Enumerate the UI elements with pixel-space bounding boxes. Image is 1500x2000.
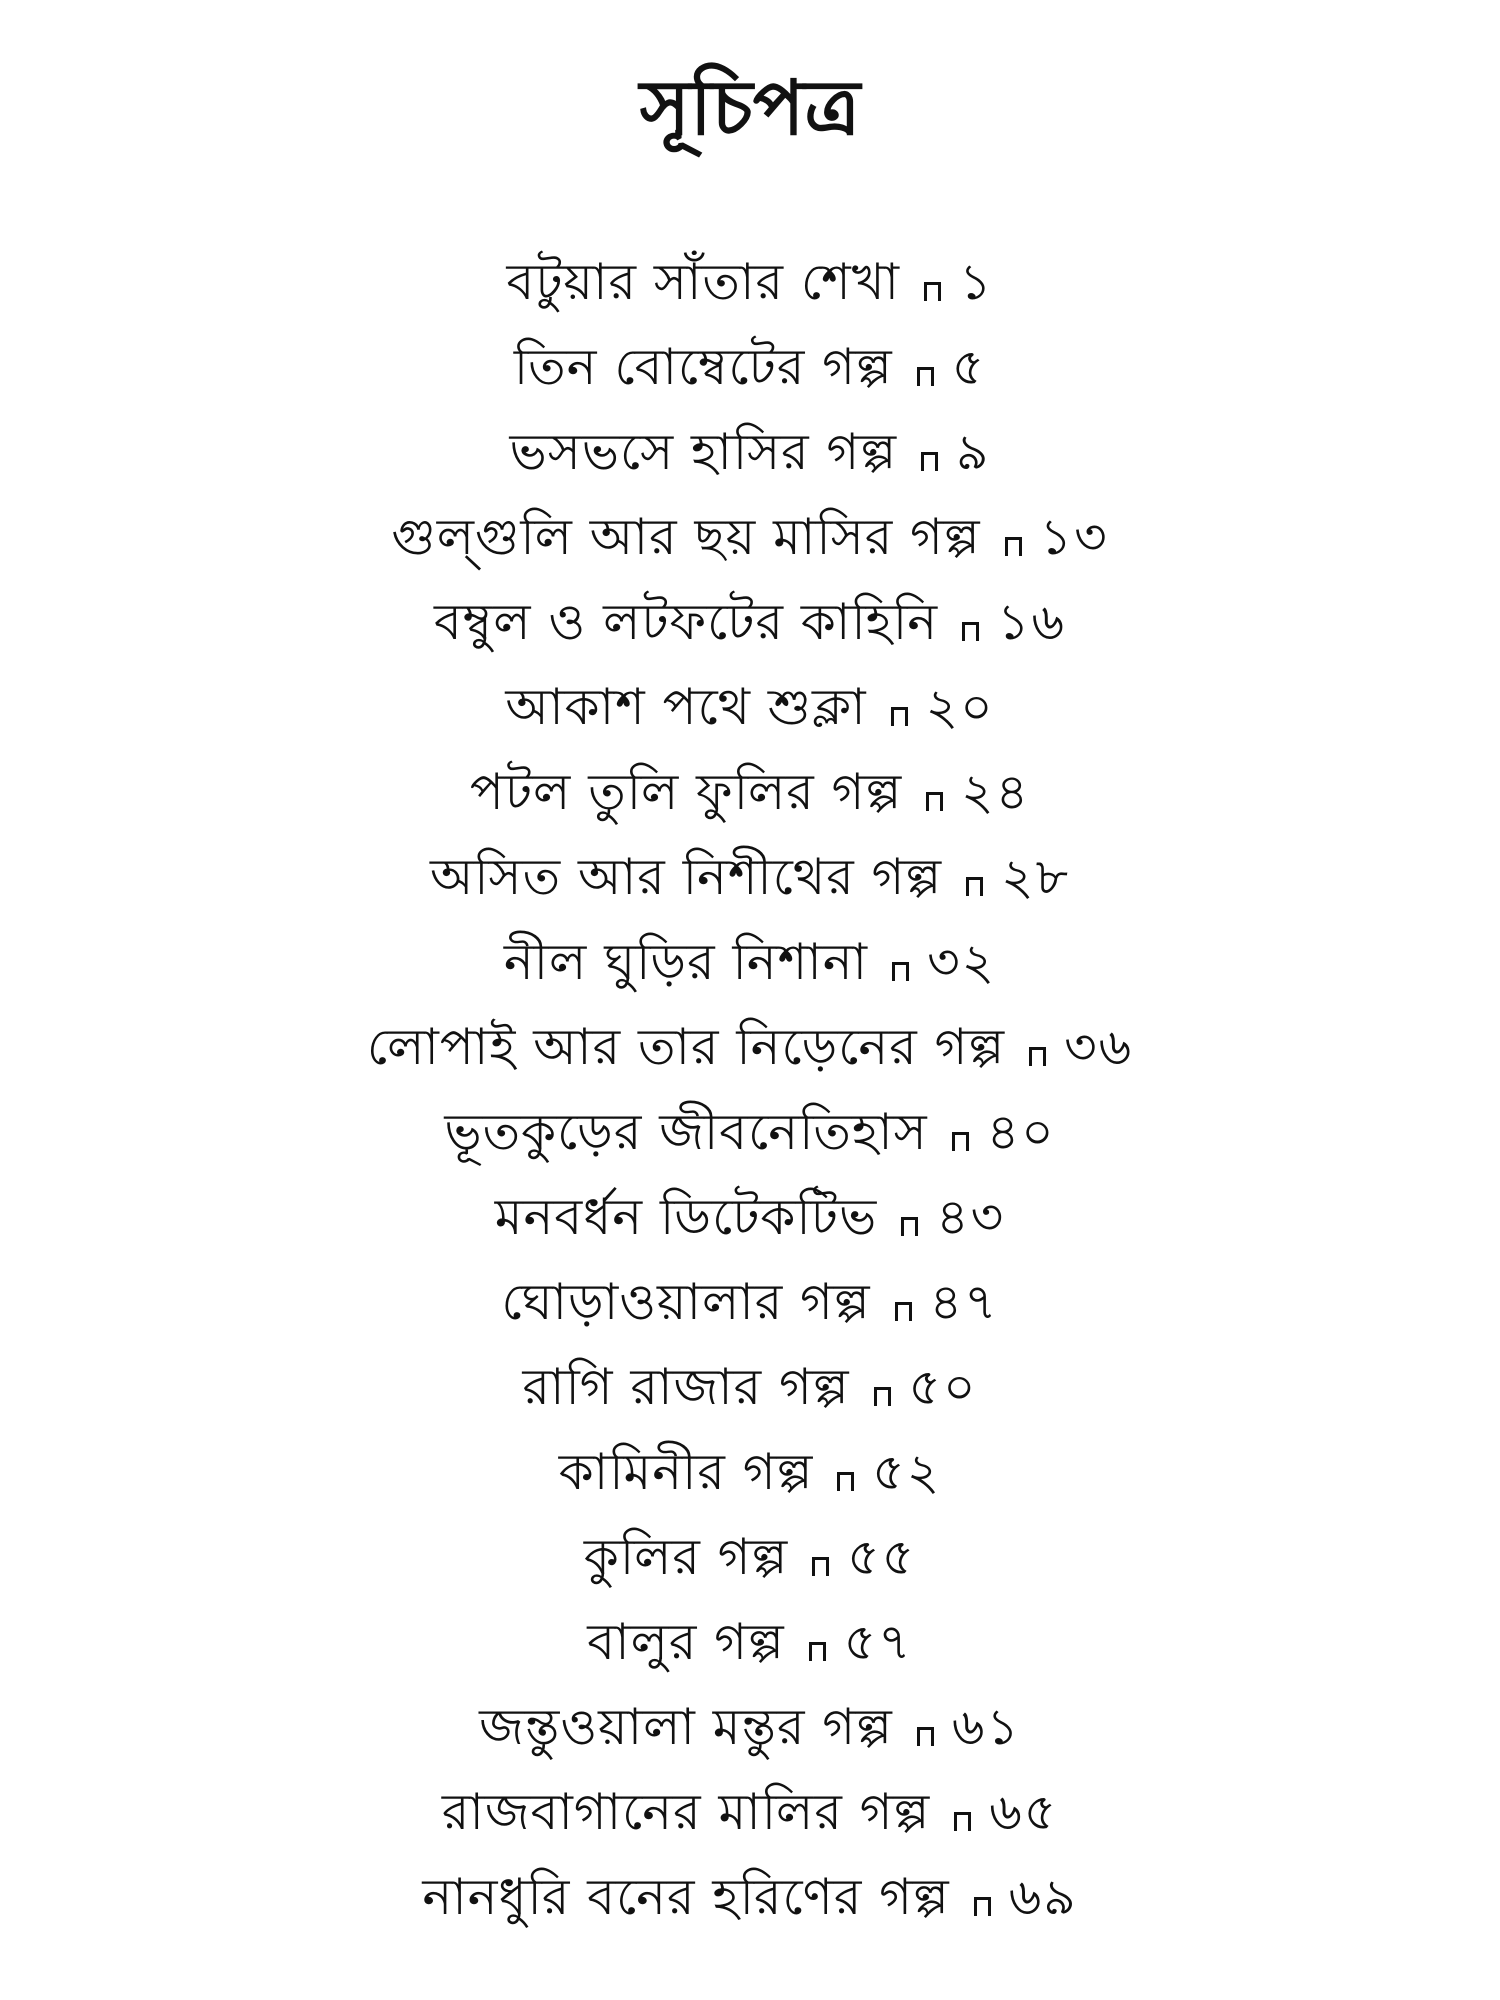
toc-entry	[0, 1090, 1500, 1175]
bullet-mark-icon	[1029, 1047, 1046, 1066]
toc-entry-page-number: ২৮	[1001, 848, 1071, 906]
bullet-mark-icon	[962, 622, 979, 641]
toc-entry	[0, 1515, 1500, 1600]
toc-entry-title: আকাশ পথে শুক্লা	[505, 678, 867, 736]
toc-entry	[0, 750, 1500, 835]
toc-entry-title: অসিত আর নিশীথের গল্প	[429, 848, 943, 906]
toc-entry	[0, 1685, 1500, 1770]
toc-entry-page-number: ৪৩	[936, 1188, 1006, 1246]
toc-entry	[0, 1175, 1500, 1260]
toc-entry	[0, 1345, 1500, 1430]
toc-entry-page-number: ৬৫	[989, 1783, 1059, 1841]
toc-entry-page-number: ৬৯	[1008, 1868, 1078, 1926]
toc-entry	[0, 495, 1500, 580]
toc-entry-title: পটল তুলি ফুলির গল্প	[469, 763, 903, 821]
toc-entry	[0, 325, 1500, 410]
toc-entry-title: মনবর্ধন ডিটেকটিভ	[494, 1188, 878, 1246]
page-title: সূচিপত্র	[639, 63, 861, 152]
toc-entry-page-number: ৬১	[951, 1698, 1021, 1756]
toc-entry-title: কামিনীর গল্প	[558, 1443, 814, 1501]
toc-entry-page-number: ৯	[956, 423, 991, 481]
toc-entry-page-number: ৫৫	[847, 1528, 917, 1586]
toc-entry-title: নীল ঘুড়ির নিশানা	[503, 933, 869, 991]
toc-entry-title: বটুয়ার সাঁতার শেখা	[506, 253, 901, 311]
toc-list	[0, 240, 1500, 1940]
toc-entry	[0, 665, 1500, 750]
toc-entry-title: রাগি রাজার গল্প	[522, 1358, 850, 1416]
toc-entry	[0, 835, 1500, 920]
bullet-mark-icon	[974, 1897, 991, 1916]
bullet-mark-icon	[917, 367, 934, 386]
toc-entry	[0, 1600, 1500, 1685]
bullet-mark-icon	[921, 452, 938, 471]
toc-entry-page-number: ৪৭	[929, 1273, 999, 1331]
bullet-mark-icon	[926, 792, 943, 811]
toc-entry-page-number: ২০	[925, 678, 995, 736]
toc-entry-page-number: ৪০	[986, 1103, 1056, 1161]
toc-entry-title: রাজবাগানের মালির গল্প	[441, 1783, 931, 1841]
bullet-mark-icon	[952, 1132, 969, 1151]
bullet-mark-icon	[837, 1472, 854, 1491]
toc-entry-title: লোপাই আর তার নিড়েনের গল্প	[366, 1018, 1006, 1076]
bullet-mark-icon	[812, 1557, 829, 1576]
bullet-mark-icon	[954, 1812, 971, 1831]
bullet-mark-icon	[892, 962, 909, 981]
toc-entry-title: বম্বুল ও লটফটের কাহিনি	[433, 593, 939, 651]
bullet-mark-icon	[924, 282, 941, 301]
toc-entry-page-number: ৫০	[908, 1358, 978, 1416]
toc-entry-title: কুলির গল্প	[583, 1528, 789, 1586]
bullet-mark-icon	[895, 1302, 912, 1321]
bullet-mark-icon	[874, 1387, 891, 1406]
toc-entry	[0, 1005, 1500, 1090]
toc-entry-page-number: ৩২	[927, 933, 997, 991]
bullet-mark-icon	[1005, 537, 1022, 556]
toc-entry-page-number: ১৬	[997, 593, 1067, 651]
toc-entry-title: ভূতকুড়ের জীবনেতিহাস	[444, 1103, 928, 1161]
toc-entry-title: নানধুরি বনের হরিণের গল্প	[422, 1868, 950, 1926]
toc-entry-title: ভসভসে হাসির গল্প	[509, 423, 898, 481]
toc-entry-title: বালুর গল্প	[587, 1613, 785, 1671]
toc-entry-title: ঘোড়াওয়ালার গল্প	[501, 1273, 871, 1331]
toc-entry	[0, 1855, 1500, 1940]
toc-entry	[0, 580, 1500, 665]
toc-entry-page-number: ৫২	[872, 1443, 942, 1501]
bullet-mark-icon	[901, 1217, 918, 1236]
toc-entry-page-number: ৫	[951, 338, 987, 396]
toc-entry-page-number: ১	[959, 253, 994, 311]
toc-entry	[0, 240, 1500, 325]
toc-entry	[0, 1770, 1500, 1855]
bullet-mark-icon	[809, 1642, 826, 1661]
toc-entry-page-number: ১৩	[1039, 508, 1109, 566]
toc-entry-title: জন্তুওয়ালা মন্তুর গল্প	[479, 1698, 893, 1756]
bullet-mark-icon	[891, 707, 908, 726]
toc-entry-page-number: ৫৭	[843, 1613, 913, 1671]
toc-entry	[0, 410, 1500, 495]
toc-entry-title: গুল্‌গুলি আর ছয় মাসির গল্প	[391, 508, 981, 566]
toc-entry-title: তিন বোম্বেটের গল্প	[513, 338, 893, 396]
toc-entry-page-number: ২৪	[961, 763, 1031, 821]
toc-entry	[0, 1430, 1500, 1515]
toc-entry	[0, 1260, 1500, 1345]
toc-entry-page-number: ৩৬	[1064, 1018, 1134, 1076]
toc-entry	[0, 920, 1500, 1005]
bullet-mark-icon	[917, 1727, 934, 1746]
bullet-mark-icon	[966, 877, 983, 896]
